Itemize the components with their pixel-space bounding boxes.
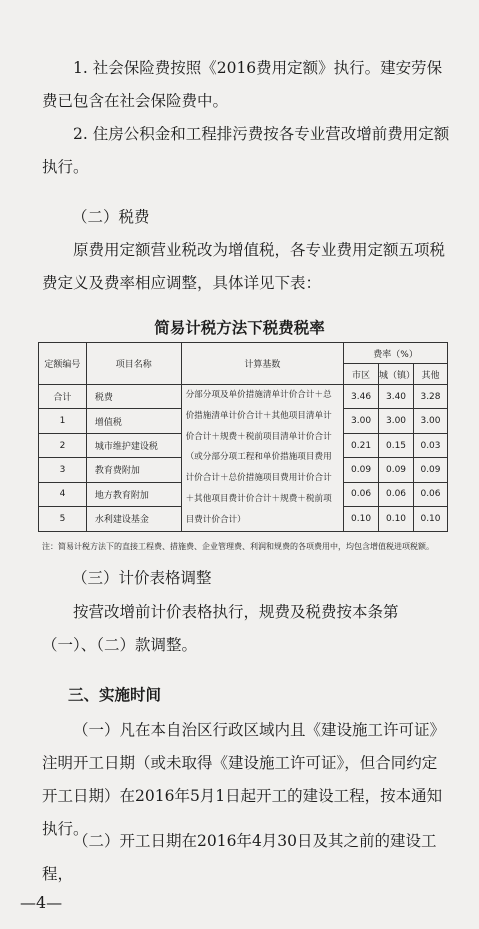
header-rate: 费率（%） [344, 343, 448, 364]
row-town-rate: 3.00 [379, 409, 414, 433]
row-other-rate: 0.03 [414, 433, 448, 457]
row-name: 教育费附加 [86, 458, 181, 482]
paragraph-pricing-tables: 按营改增前计价表格执行，规费及税费按本条第（一）、（二）款调整。 [42, 603, 399, 654]
header-city: 市区 [344, 364, 379, 385]
row-city-rate: 0.06 [344, 482, 379, 506]
row-code: 4 [39, 482, 87, 506]
row-name: 增值税 [86, 409, 181, 433]
row-city-rate: 0.21 [344, 433, 379, 457]
row-city-rate: 3.00 [344, 409, 379, 433]
row-city-rate: 3.46 [344, 385, 379, 409]
header-name: 项目名称 [86, 343, 181, 385]
paragraph-social-insurance: 1. 社会保险费按照《2016费用定额》执行。建安劳保费已包含在社会保险费中。 [42, 59, 443, 110]
row-other-rate: 3.28 [414, 385, 448, 409]
row-town-rate: 3.40 [379, 385, 414, 409]
table-row [39, 385, 448, 409]
header-basis: 计算基数 [181, 343, 344, 385]
paragraph-implementation-1: （一）凡在本自治区行政区域内且《建设施工许可证》注明开工日期（或未取得《建设施工许可证》，但合同约定开工日期）在2016年5月1日起开工的建设工程，按本通知执行。 [42, 721, 446, 838]
row-code: 合计 [39, 385, 87, 409]
row-name: 地方教育附加 [86, 482, 181, 506]
row-other-rate: 0.06 [414, 482, 448, 506]
table-note: 注：简易计税方法下的直接工程费、措施费、企业管理费、利润和规费的各项费用中，均包含增值税进项税额。 [42, 542, 434, 551]
row-code: 3 [39, 458, 87, 482]
row-city-rate: 0.10 [344, 507, 379, 531]
row-town-rate: 0.15 [379, 433, 414, 457]
paragraph-tax-adjust: 原费用定额营业税改为增值税，各专业费用定额五项税费定义及费率相应调整，具体详见下表： [42, 241, 446, 292]
tax-rate-table [38, 342, 448, 532]
row-code: 2 [39, 433, 87, 457]
page-number: —4— [20, 893, 63, 912]
row-town-rate: 0.09 [379, 458, 414, 482]
paragraph-housing-fund: 2. 住房公积金和工程排污费按各专业营改增前费用定额执行。 [42, 125, 450, 176]
row-code: 5 [39, 507, 87, 531]
row-town-rate: 0.10 [379, 507, 414, 531]
row-city-rate: 0.09 [344, 458, 379, 482]
row-name: 税费 [86, 385, 181, 409]
row-other-rate: 3.00 [414, 409, 448, 433]
header-town: 城（镇） [379, 364, 414, 385]
section-heading-implementation: 三、实施时间 [68, 685, 162, 704]
section-heading-pricing: （三）计价表格调整 [72, 569, 212, 587]
paragraph-implementation-2: （二）开工日期在2016年4月30日及其之前的建设工程， [42, 832, 437, 883]
row-code: 1 [39, 409, 87, 433]
header-other: 其他 [414, 364, 448, 385]
table-title: 简易计税方法下税费税率 [154, 318, 325, 337]
row-other-rate: 0.10 [414, 507, 448, 531]
calculation-basis: 分部分项及单价措施清单计价合计＋总价措施清单计价合计＋其他项目清单计价合计＋规费＋税前项目清单计价合计（或分部分项工程和单价措施项目费用计价合计＋总价措施项目费用计价合计＋其他项目费计价合计＋规费＋税前项目费计价合计） [181, 385, 344, 532]
row-name: 水利建设基金 [86, 507, 181, 531]
section-heading-tax: （二）税费 [72, 208, 150, 226]
row-other-rate: 0.09 [414, 458, 448, 482]
header-code: 定额编号 [39, 343, 87, 385]
row-name: 城市维护建设税 [86, 433, 181, 457]
row-town-rate: 0.06 [379, 482, 414, 506]
